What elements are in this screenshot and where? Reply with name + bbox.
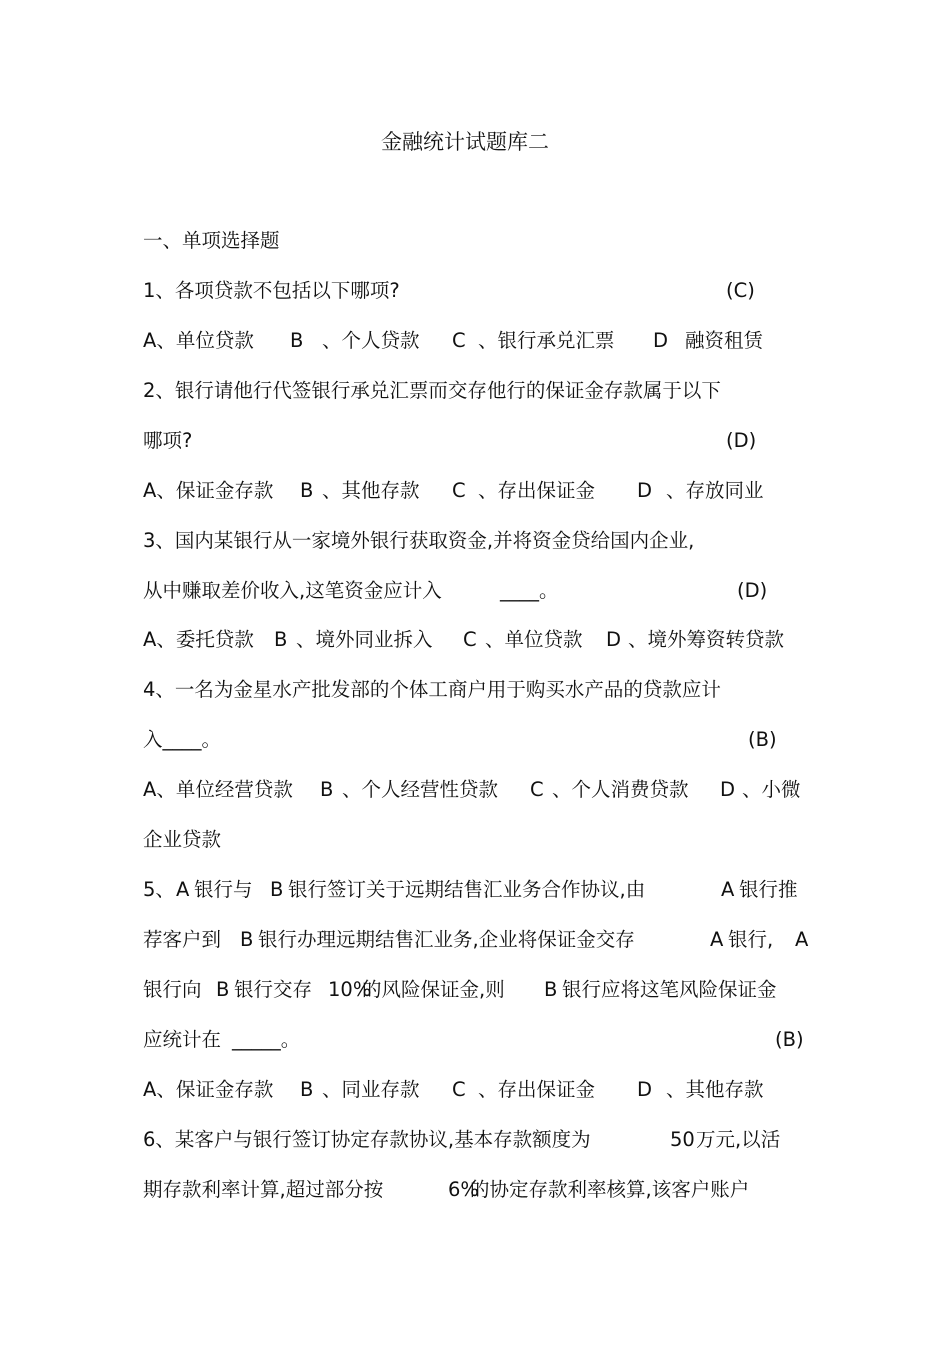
option-d-letter: D — [653, 329, 669, 352]
stem-text: 银行签订关于远期结售汇业务合作协议,由 — [288, 878, 646, 901]
option-d: 、其他存款 — [666, 1078, 764, 1101]
bank-letter: B — [270, 878, 284, 901]
bank-letter: B — [240, 928, 254, 951]
stem-text: 银行推 — [739, 878, 798, 901]
option-c: 、银行承兑汇票 — [478, 329, 615, 352]
option-d-letter: D — [637, 479, 653, 502]
question-3-answer: (D) — [737, 579, 768, 602]
option-d: 、存放同业 — [666, 479, 764, 502]
bank-letter: A — [710, 928, 724, 951]
option-c-letter: C — [463, 628, 477, 651]
option-b-letter: B — [274, 628, 288, 651]
question-3-stem-line-2: 从中赚取差价收入,这笔资金应计入 — [143, 579, 442, 602]
option-a: A、保证金存款 — [143, 1078, 274, 1101]
option-c: 、存出保证金 — [478, 1078, 596, 1101]
option-b-letter: B — [300, 1078, 314, 1101]
option-a: A、单位经营贷款 — [143, 778, 293, 801]
question-4-answer: (B) — [748, 728, 777, 751]
question-2-answer: (D) — [726, 429, 757, 452]
option-b: 、境外同业拆入 — [296, 628, 433, 651]
stem-text: 6、某客户与银行签订协定存款协议,基本存款额度为 — [143, 1128, 591, 1151]
option-d-letter: D — [606, 628, 622, 651]
bank-letter: B — [216, 978, 230, 1001]
bank-letter: A — [795, 928, 809, 951]
option-b-letter: B — [300, 479, 314, 502]
stem-text: 银行交存 — [234, 978, 313, 1001]
stem-text: 期存款利率计算,超过部分按 — [143, 1178, 384, 1201]
amount-value: 50 — [670, 1128, 695, 1151]
option-d-letter: D — [637, 1078, 653, 1101]
percent-value: 10% — [328, 978, 372, 1001]
option-a: A、单位贷款 — [143, 329, 254, 352]
option-d: 、小微 — [742, 778, 801, 801]
option-b: 、同业存款 — [322, 1078, 420, 1101]
option-b-letter: B — [320, 778, 334, 801]
option-d-letter: D — [720, 778, 736, 801]
question-1-answer: (C) — [726, 279, 755, 302]
question-1-stem: 1、各项贷款不包括以下哪项? — [143, 279, 400, 302]
stem-text: 万元,以活 — [696, 1128, 781, 1151]
question-4-stem-line-1: 4、一名为金星水产批发部的个体工商户用于购买水产品的贷款应计 — [143, 678, 721, 701]
option-c: 、单位贷款 — [485, 628, 583, 651]
stem-text: 银行向 — [143, 978, 202, 1001]
question-2-stem-line-2: 哪项? — [143, 429, 193, 452]
option-b: 、个人贷款 — [322, 329, 420, 352]
page-title: 金融统计试题库二 — [381, 130, 549, 154]
option-b: 、其他存款 — [322, 479, 420, 502]
option-c-letter: C — [452, 329, 466, 352]
question-3-blank: ____。 — [500, 579, 559, 602]
question-number: 5、 — [143, 878, 175, 901]
question-4-options-continued: 企业贷款 — [143, 828, 222, 851]
question-5-blank: _____。 — [232, 1028, 301, 1051]
option-c-letter: C — [452, 479, 466, 502]
option-a: A、保证金存款 — [143, 479, 274, 502]
option-d: 、境外筹资转贷款 — [628, 628, 785, 651]
option-b-letter: B — [290, 329, 304, 352]
stem-text: 银行办理远期结售汇业务,企业将保证金交存 — [258, 928, 635, 951]
option-c-letter: C — [452, 1078, 466, 1101]
question-4-stem-line-2: 入____。 — [143, 728, 222, 751]
stem-text: 银行应将这笔风险保证金 — [562, 978, 777, 1001]
option-a: A、委托贷款 — [143, 628, 254, 651]
stem-text: 的协定存款利率核算,该客户账户 — [470, 1178, 750, 1201]
question-5-answer: (B) — [775, 1028, 804, 1051]
option-c: 、存出保证金 — [478, 479, 596, 502]
stem-text: 的风险保证金,则 — [362, 978, 505, 1001]
question-5-stem-line-4: 应统计在 — [143, 1028, 222, 1051]
option-c: 、个人消费贷款 — [552, 778, 689, 801]
option-c-letter: C — [530, 778, 544, 801]
stem-text: 银行与 — [194, 878, 253, 901]
option-b: 、个人经营性贷款 — [342, 778, 499, 801]
option-d: 融资租赁 — [685, 329, 764, 352]
bank-letter: A — [176, 878, 190, 901]
percent-value: 6% — [448, 1178, 479, 1201]
bank-letter: A — [721, 878, 735, 901]
question-2-stem-line-1: 2、银行请他行代签银行承兑汇票而交存他行的保证金存款属于以下 — [143, 379, 721, 402]
stem-text: 荐客户到 — [143, 928, 222, 951]
stem-text: 银行, — [728, 928, 774, 951]
bank-letter: B — [544, 978, 558, 1001]
question-3-stem-line-1: 3、国内某银行从一家境外银行获取资金,并将资金贷给国内企业, — [143, 529, 695, 552]
section-heading: 一、单项选择题 — [143, 229, 280, 252]
